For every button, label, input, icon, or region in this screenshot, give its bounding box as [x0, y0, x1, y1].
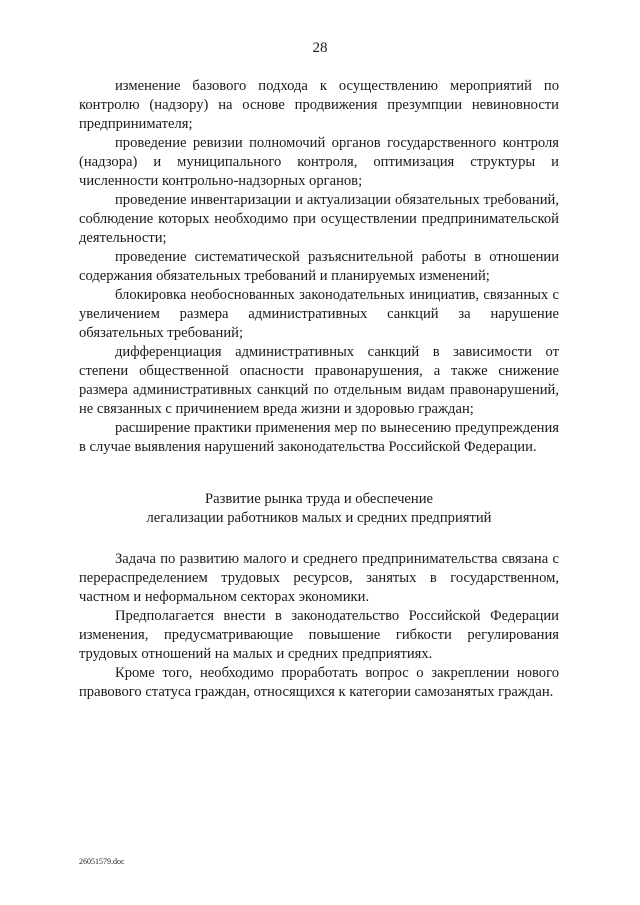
list-paragraph: дифференциация административных санкций в зависимости от степени общественной опасности правонарушения, а также снижение размера административных санкций по отдельным видам правонарушений, не связанных с причинением вреда жизни и здоровью граждан; [79, 344, 559, 417]
list-paragraph: проведение ревизии полномочий органов государственного контроля (надзора) и муниципального контроля, оптимизация структуры и численности контрольно-надзорных органов; [79, 135, 559, 189]
section-heading [79, 490, 559, 528]
footer-doc-id: 26051579.doc [79, 857, 125, 866]
page-number: 28 [312, 40, 328, 56]
section-paragraph: Кроме того, необходимо проработать вопрос о закреплении нового правового статуса граждан, относящихся к категории самозанятых граждан. [79, 665, 559, 700]
section-heading-line-1: Развитие рынка труда и обеспечение [204, 491, 433, 507]
section-paragraph: Предполагается внести в законодательство Российской Федерации изменения, предусматривающие повышение гибкости регулирования трудовых отношений на малых и средних предприятиях. [79, 608, 559, 662]
section-paragraph: Задача по развитию малого и среднего предпринимательства связана с перераспределением трудовых ресурсов, занятых в государственном, частном и неформальном секторах экономики. [79, 551, 559, 605]
list-paragraph: проведение систематической разъяснительной работы в отношении содержания обязательных требований и планируемых изменений; [79, 249, 559, 284]
list-paragraph: изменение базового подхода к осуществлению мероприятий по контролю (надзору) на основе продвижения презумпции невиновности предпринимателя; [79, 78, 559, 132]
section-heading-line-2: легализации работников малых и средних предприятий [146, 510, 492, 526]
list-paragraph: блокировка необоснованных законодательных инициатив, связанных с увеличением размера административных санкций за нарушение обязательных требований; [79, 287, 559, 341]
document-body [79, 77, 559, 702]
list-paragraph: расширение практики применения мер по вынесению предупреждения в случае выявления нарушений законодательства Российской Федерации. [79, 420, 559, 455]
list-paragraph: проведение инвентаризации и актуализации обязательных требований, соблюдение которых необходимо при осуществлении предпринимательской деятельности; [79, 192, 559, 246]
